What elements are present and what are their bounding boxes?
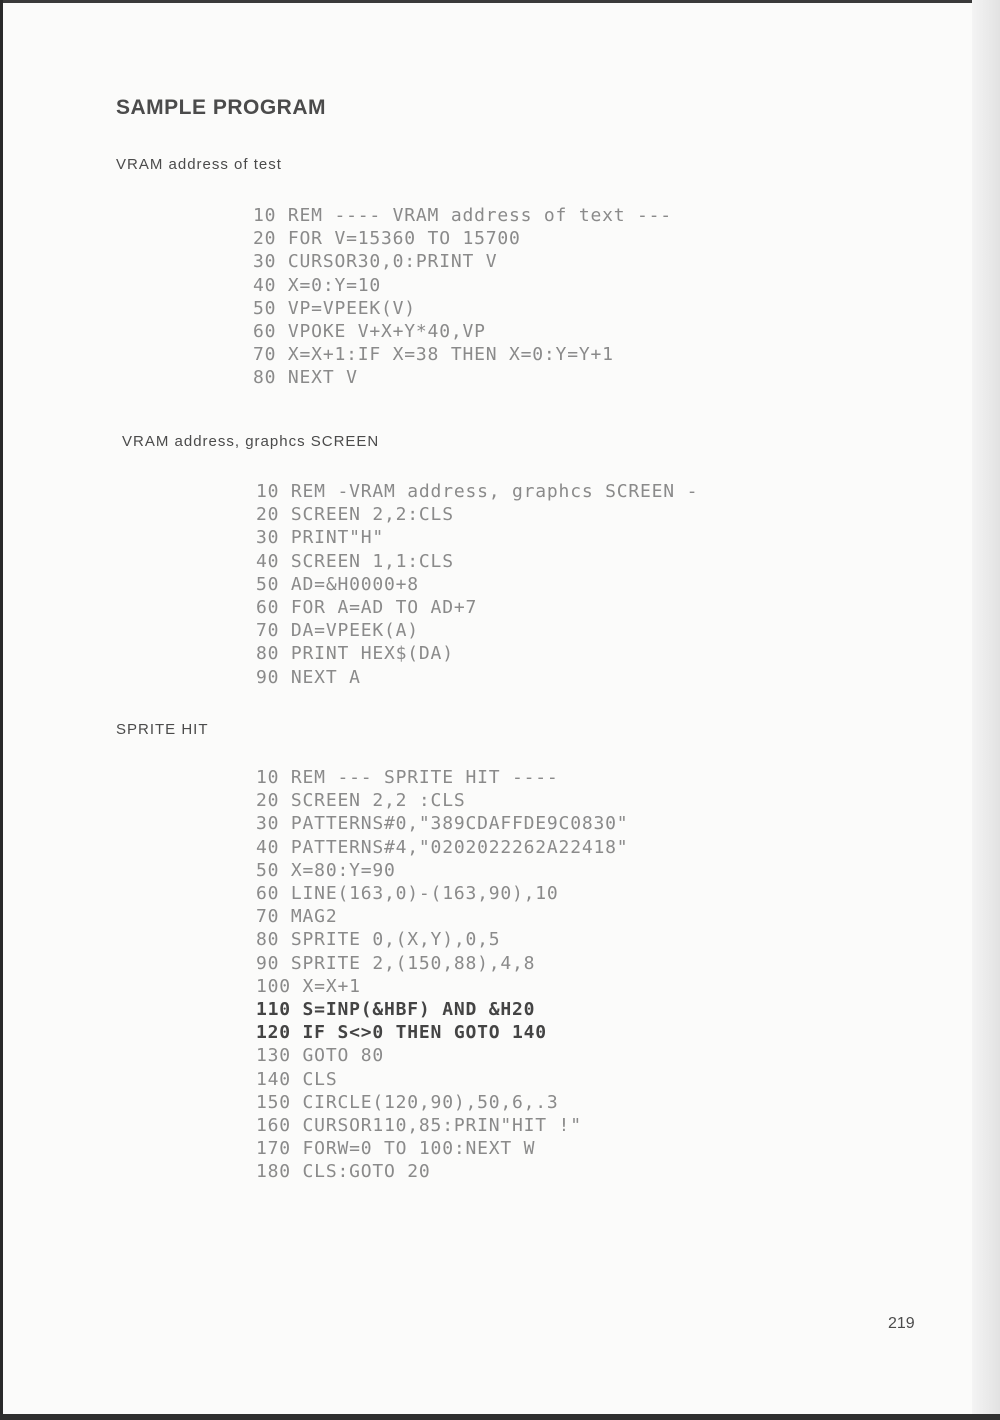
- code-line: 40 PATTERNS#4,"0202022262A22418": [256, 836, 629, 858]
- code-line: 60 VPOKE V+X+Y*40,VP: [253, 321, 486, 343]
- code-line: 70 X=X+1:IF X=38 THEN X=0:Y=Y+1: [253, 344, 614, 366]
- code-line: 90 SPRITE 2,(150,88),4,8: [256, 952, 536, 974]
- code-line: 50 AD=&H0000+8: [256, 573, 419, 595]
- code-line: 80 NEXT V: [253, 367, 358, 389]
- code-line: 50 VP=VPEEK(V): [253, 297, 416, 319]
- code-line: 50 X=80:Y=90: [256, 859, 396, 881]
- code-line: 80 PRINT HEX$(DA): [256, 643, 454, 665]
- code-line: 140 CLS: [256, 1068, 338, 1090]
- code-line: 10 REM ---- VRAM address of text ---: [253, 205, 672, 226]
- page-edge-bottom: [0, 1414, 1000, 1420]
- page-edge-left: [0, 0, 3, 1420]
- code-line: 60 LINE(163,0)-(163,90),10: [256, 883, 559, 905]
- code-line: 30 PRINT"H": [256, 527, 385, 549]
- page-title: SAMPLE PROGRAM: [116, 96, 327, 119]
- code-line: 10 REM -VRAM address, graphcs SCREEN -: [256, 481, 699, 502]
- code-line: 70 DA=VPEEK(A): [256, 620, 419, 642]
- section-heading-sprite-hit: SPRITE HIT: [116, 721, 209, 738]
- code-line: 10 REM --- SPRITE HIT ----: [256, 767, 559, 788]
- code-line: 40 SCREEN 1,1:CLS: [256, 550, 454, 572]
- code-line: 160 CURSOR110,85:PRIN"HIT !": [256, 1115, 582, 1137]
- section-heading-vram-text: VRAM address of test: [116, 156, 282, 173]
- code-line: 130 GOTO 80: [256, 1045, 385, 1067]
- code-block-vram-graphics: [256, 480, 698, 689]
- page-number: 219: [888, 1315, 915, 1332]
- code-line: 90 NEXT A: [256, 666, 361, 688]
- code-block-vram-text: [253, 204, 672, 390]
- code-line: 120 IF S<>0 THEN GOTO 140: [256, 1022, 547, 1044]
- code-line: 170 FORW=0 TO 100:NEXT W: [256, 1138, 536, 1160]
- section-heading-vram-graphics: VRAM address, graphcs SCREEN: [122, 433, 380, 450]
- code-line: 40 X=0:Y=10: [253, 274, 382, 296]
- code-line: 60 FOR A=AD TO AD+7: [256, 597, 478, 619]
- page-edge-top: [0, 0, 1000, 3]
- code-line: 20 FOR V=15360 TO 15700: [253, 228, 521, 250]
- code-line: 150 CIRCLE(120,90),50,6,.3: [256, 1091, 559, 1113]
- code-line: 30 PATTERNS#0,"389CDAFFDE9C0830": [256, 813, 629, 835]
- code-line: 80 SPRITE 0,(X,Y),0,5: [256, 929, 501, 951]
- code-line: 20 SCREEN 2,2:CLS: [256, 504, 454, 526]
- code-line: 20 SCREEN 2,2 :CLS: [256, 790, 466, 812]
- page-edge-right: [972, 0, 1000, 1420]
- code-line: 70 MAG2: [256, 906, 338, 928]
- code-line: 110 S=INP(&HBF) AND &H20: [256, 999, 536, 1021]
- code-line: 180 CLS:GOTO 20: [256, 1161, 431, 1183]
- code-block-sprite-hit: [256, 766, 628, 1184]
- code-line: 100 X=X+1: [256, 975, 361, 997]
- code-line: 30 CURSOR30,0:PRINT V: [253, 251, 498, 273]
